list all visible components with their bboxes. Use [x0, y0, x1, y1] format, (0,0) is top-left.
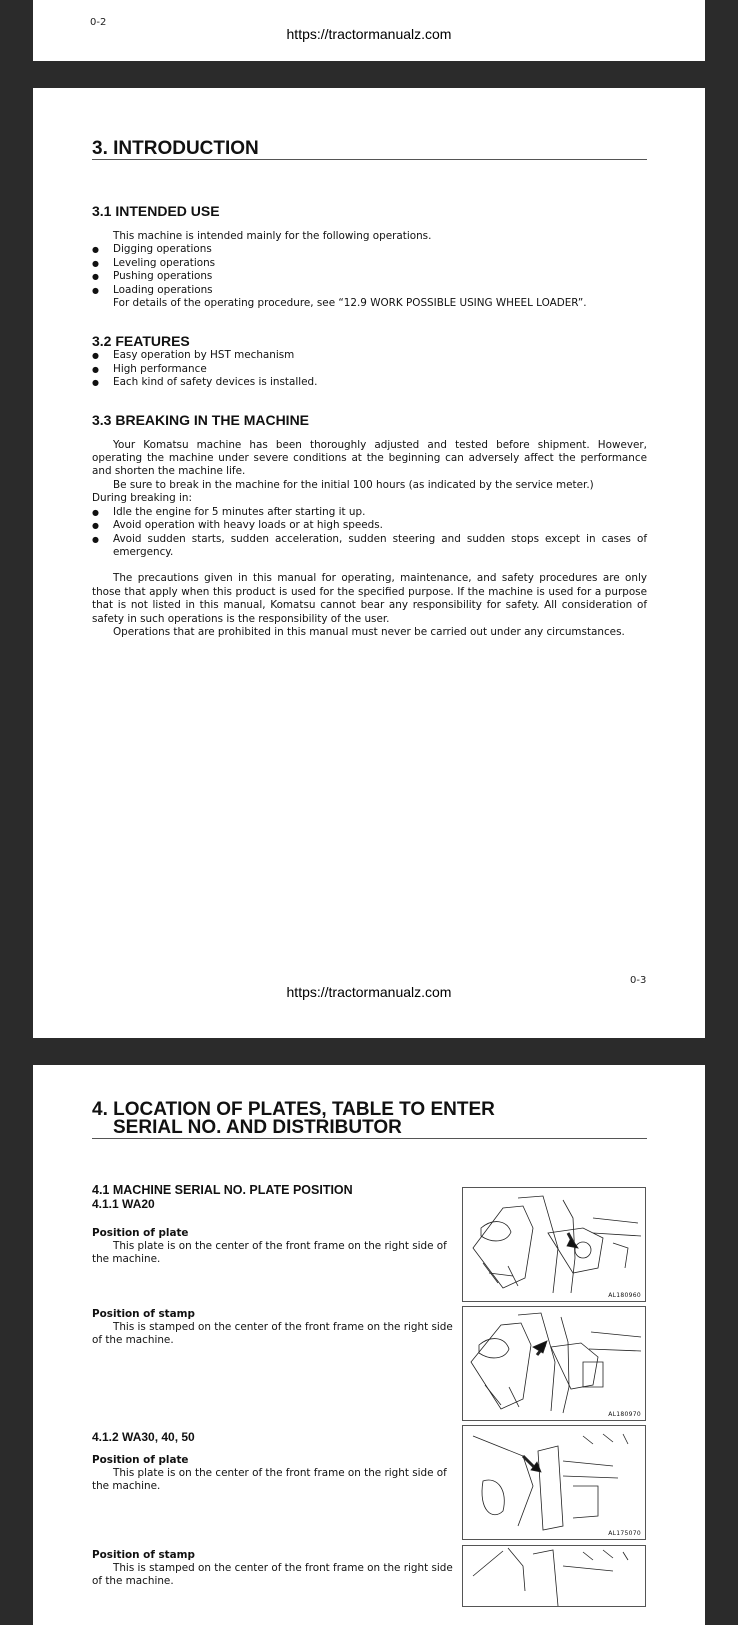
- paragraph: Your Komatsu machine has been thoroughly adjusted and tested before shipment. However, operating the machine under severe conditions at the beginning can adversely affect the performance and shorten the machine life.: [92, 438, 647, 478]
- paragraph: This is stamped on the center of the front frame on the right side of the machine.: [92, 1562, 453, 1588]
- list-item: ● Loading operations: [92, 284, 647, 297]
- bullet-list: [92, 349, 647, 389]
- list-item: ● Digging operations: [92, 243, 647, 256]
- paragraph: This machine is intended mainly for the following operations.: [113, 230, 432, 242]
- section-heading-3-2: 3.2 FEATURES: [92, 333, 190, 350]
- list-item: ● Each kind of safety devices is installed.: [92, 376, 647, 389]
- manual-page-0-4: [33, 1065, 705, 1625]
- figure-code: AL180970: [608, 1411, 641, 1418]
- section-heading-3-1: 3.1 INTENDED USE: [92, 203, 220, 219]
- plate-position-illustration-wa30: [462, 1425, 646, 1540]
- paragraph: This is stamped on the center of the front frame on the right side of the machine.: [92, 1321, 453, 1347]
- list-item: ● Easy operation by HST mechanism: [92, 349, 647, 362]
- figure-code: AL175070: [608, 1530, 641, 1537]
- stamp-position-illustration: [462, 1306, 646, 1421]
- list-item: ● Avoid sudden starts, sudden acceleration, sudden steering and sudden stops except in cases of emergency.: [92, 533, 647, 560]
- bullet-list: [92, 506, 647, 560]
- page-url[interactable]: https://tractormanualz.com: [286, 984, 452, 1000]
- section-title: 3. INTRODUCTION: [92, 140, 647, 160]
- list-item: ● High performance: [92, 363, 647, 376]
- section-heading-3-3: 3.3 BREAKING IN THE MACHINE: [92, 411, 310, 428]
- section-heading-4-1-2: 4.1.2 WA30, 40, 50: [92, 1430, 195, 1444]
- manual-page-0-2: [33, 0, 705, 61]
- paragraph: The precautions given in this manual for operating, maintenance, and safety procedures are only those that apply when this product is used for the specified purpose. If the machine is used for a purpose that is not listed in this manual, Komatsu cannot bear any responsibility for safety. All consideration of safety in such operations is the responsibility of the user.: [92, 572, 647, 625]
- subheading: Position of plate: [92, 1454, 189, 1466]
- subheading: Position of plate: [92, 1227, 189, 1239]
- manual-page-0-3: [33, 88, 705, 1038]
- paragraph: For details of the operating procedure, see “12.9 WORK POSSIBLE USING WHEEL LOADER”.: [113, 297, 587, 310]
- section-title-line-1: 4. LOCATION OF PLATES, TABLE TO ENTER: [92, 1099, 495, 1120]
- list-item: ● Idle the engine for 5 minutes after starting it up.: [92, 506, 647, 519]
- list-item: ● Avoid operation with heavy loads or at high speeds.: [92, 519, 647, 532]
- paragraph: Be sure to break in the machine for the initial 100 hours (as indicated by the service meter.): [113, 478, 594, 491]
- page-url[interactable]: https://tractormanualz.com: [286, 26, 452, 42]
- page-number: 0-2: [90, 17, 107, 28]
- paragraph: During breaking in:: [92, 492, 192, 505]
- section-heading-4-1-1: 4.1.1 WA20: [92, 1197, 155, 1211]
- plate-position-illustration: [462, 1187, 646, 1302]
- page-number: 0-3: [630, 975, 647, 986]
- subheading: Position of stamp: [92, 1549, 195, 1561]
- section-heading-4-1: 4.1 MACHINE SERIAL NO. PLATE POSITION: [92, 1183, 353, 1197]
- section-title-line-2: SERIAL NO. AND DISTRIBUTOR: [92, 1119, 647, 1139]
- bullet-list: [92, 243, 647, 297]
- figure-code: AL180960: [608, 1292, 641, 1299]
- paragraph: Operations that are prohibited in this manual must never be carried out under any circumstances.: [113, 625, 625, 638]
- subheading: Position of stamp: [92, 1308, 195, 1320]
- stamp-position-illustration-wa30: [462, 1545, 646, 1607]
- list-item: ● Pushing operations: [92, 270, 647, 283]
- paragraph: This plate is on the center of the front frame on the right side of the machine.: [92, 1467, 447, 1493]
- list-item: ● Leveling operations: [92, 257, 647, 270]
- paragraph: This plate is on the center of the front frame on the right side of the machine.: [92, 1240, 447, 1266]
